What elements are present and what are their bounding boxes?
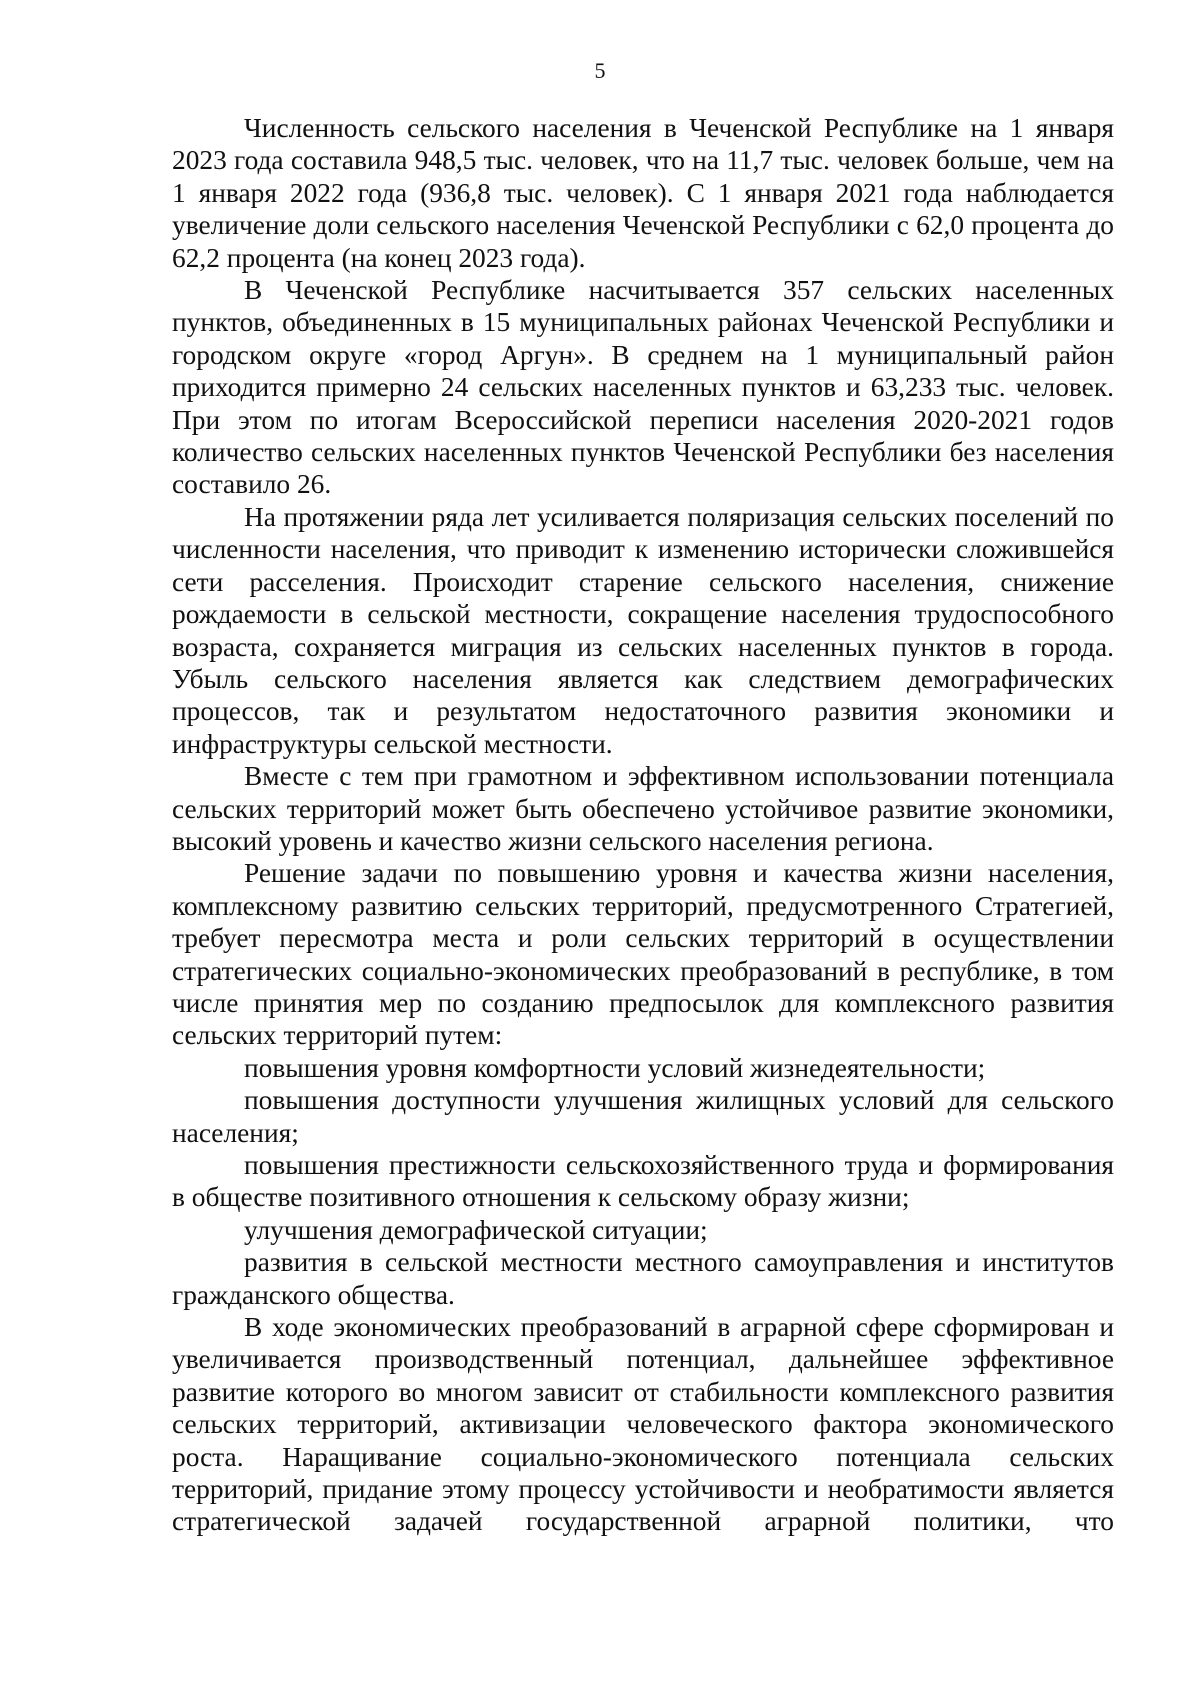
list-item-self-government: развития в сельской местности местного самоуправления и институтов гражданского общества. [172,1247,1114,1310]
paragraph-strategy-task: Решение задачи по повышению уровня и качества жизни населения, комплексному развитию сельских территорий, предусмотренного Стратегией, требует пересмотра места и роли сельских территорий в осуществлении стратегических социально-экономических преобразований в республике, в том числе принятия мер по созданию предпосылок для комплексного развития сельских территорий путем: [172,858,1114,1051]
list-item-housing: повышения доступности улучшения жилищных условий для сельского населения; [172,1085,1114,1148]
paragraph-rural-population: Численность сельского населения в Чеченской Республике на 1 января 2023 года составила 948,5 тыс. человек, что на 11,7 тыс. человек больше, чем на 1 января 2022 года (936,8 тыс. человек). С 1 января 2021 года наблюдается увеличение доли сельского населения Чеченской Республики с 62,0 процента до 62,2 процента (на конец 2023 года). [172,113,1114,273]
page-number: 5 [594,58,606,83]
paragraph-potential: Вместе с тем при грамотном и эффективном использовании потенциала сельских территорий может быть обеспечено устойчивое развитие экономики, высокий уровень и качество жизни сельского населения региона. [172,761,1114,856]
paragraph-polarization: На протяжении ряда лет усиливается поляризация сельских поселений по численности населения, что приводит к изменению исторически сложившейся сети расселения. Происходит старение сельского населения, снижение рождаемости в сельской местности, сокращение населения трудоспособного возраста, сохраняется миграция из сельских населенных пунктов в города. Убыль сельского населения является как следствием демографических процессов, так и результатом недостаточного развития экономики и инфраструктуры сельской местности. [172,501,1114,759]
list-item-comfort: повышения уровня комфортности условий жизнедеятельности; [244,1052,986,1083]
document-body [172,112,1114,1538]
list-item-demography: улучшения демографической ситуации; [244,1214,708,1245]
list-item-prestige: повышения престижности сельскохозяйственного труда и формирования в обществе позитивного отношения к сельскому образу жизни; [172,1150,1114,1213]
paragraph-settlements: В Чеченской Республике насчитывается 357 сельских населенных пунктов, объединенных в 15 муниципальных районах Чеченской Республики и городском округе «город Аргун». В среднем на 1 муниципальный район приходится примерно 24 сельских населенных пунктов и 63,233 тыс. человек. При этом по итогам Всероссийской переписи населения 2020-2021 годов количество сельских населенных пунктов Чеченской Республики без населения составило 26. [172,275,1114,500]
paragraph-economic-transformations: В ходе экономических преобразований в аграрной сфере сформирован и увеличивается производственный потенциал, дальнейшее эффективное развитие которого во многом зависит от стабильности комплексного развития сельских территорий, активизации человеческого фактора экономического роста. Наращивание социально-экономического потенциала сельских территорий, придание этому процессу устойчивости и необратимости является стратегической задачей государственной аграрной политики, что [172,1312,1114,1537]
